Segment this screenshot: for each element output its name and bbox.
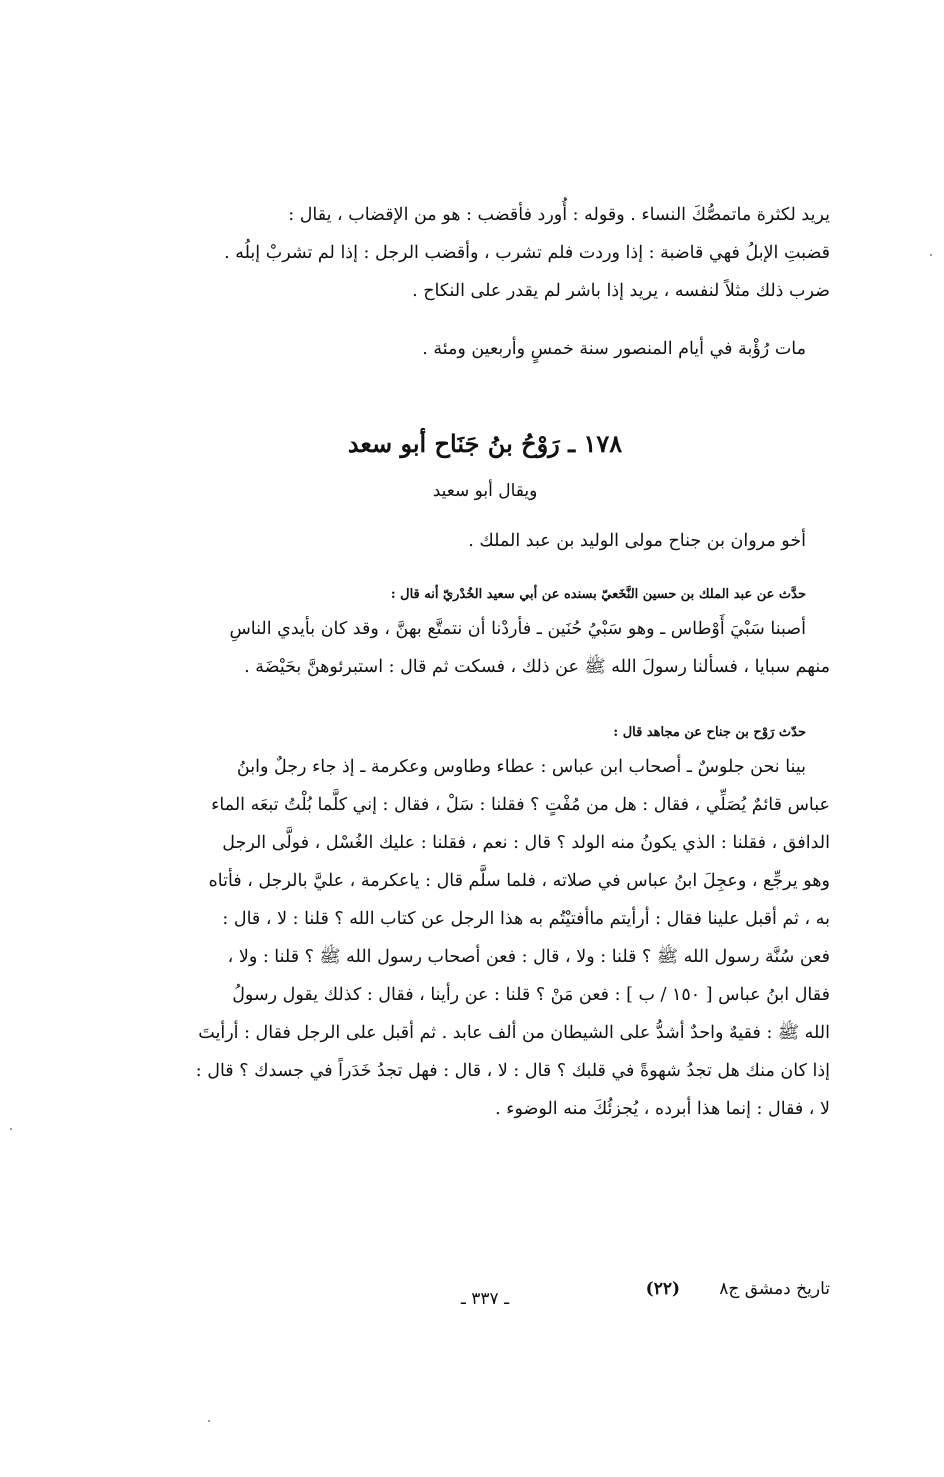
hadith-1-line-2: منهم سبايا ، فسألنا رسولَ الله ﷺ عن ذلك ، فسكت ثم قال : استبرئوهنَّ بحَيْضَة . — [244, 657, 830, 677]
death-line: مات رُؤْبة في أيام المنصور سنة خمسٍ وأربعين ومئة . — [422, 339, 806, 359]
footer-page-number: ـ ٣٣٧ ـ — [460, 1289, 510, 1309]
hadith-2-line-10: لا ، فقال : إنما هذا أبرده ، يُجزئُكَ منه الوضوء . — [495, 1099, 830, 1119]
hadith-1-block — [140, 580, 830, 686]
hadith-2-line-5: به ، ثم أقبل علينا فقال : أرأيتم ماأفتيْتُم به هذا الرجل عن كتاب الله ؟ قلنا : لا ، قال : — [222, 909, 830, 929]
intro-paragraph — [140, 196, 830, 310]
footer-book-title: تاريخ دمشق ج٨ — [719, 1279, 830, 1299]
hadith-2-line-7: فقال ابنُ عباس [ ١٥٠ / ب ] : فعن مَنْ ؟ قلنا : عن رأينا ، فقال : كذلك يقول رسولُ — [232, 985, 830, 1005]
isnad-2: حدّث رَوْح بن جناح عن مجاهد قال : — [613, 725, 806, 740]
hadith-2-line-8: الله ﷺ : فقيهٌ واحدٌ أشدُّ على الشيطان من ألف عابد . ثم أقبل على الرجل فقال : أرأيتَ — [198, 1023, 830, 1043]
entry-subheading: ويقال أبو سعيد — [432, 481, 538, 501]
hadith-2-line-6: فعن سُنَّة رسول الله ﷺ ؟ قلنا : ولا ، قال : فعن أصحاب رسول الله ﷺ ؟ قلنا : ولا ، — [227, 947, 830, 967]
scan-speck — [10, 1128, 12, 1130]
footer-volume-number: (٢٢) — [645, 1279, 680, 1299]
isnad-1: حدَّث عن عبد الملك بن حسين النَّخَعيّ بسنده عن أبي سعيد الخُدْريّ أنه قال : — [390, 587, 806, 602]
hadith-2-line-3: الدافق ، فقلنا : الذي يكونُ منه الولد ؟ قال : نعم ، فقلنا : عليك الغُسْل ، فولَّى الرجل — [222, 833, 830, 853]
page-footer — [140, 1272, 830, 1312]
scan-speck — [930, 254, 932, 256]
scan-speck — [208, 1420, 210, 1422]
hadith-2-line-4: وهو يرجِّع ، وعجِلَ ابنُ عباس في صلاته ، فلما سلَّم قال : ياعكرمة ، عليَّ بالرجل ، فأتاه — [208, 871, 830, 891]
hadith-2-line-2: عباس قائمٌ يُصَلِّي ، فقال : هل من مُفْتٍ ؟ فقلنا : سَلْ ، فقال : إني كلَّما بُلْتُ تبعَه الماء — [211, 795, 830, 815]
intro-line-3: ضرب ذلك مثلاً لنفسه ، يريد إذا باشر لم يقدر على النكاح . — [412, 281, 830, 301]
hadith-2-line-1: بينا نحن جلوسٌ ـ أصحاب ابن عباس : عطاء وطاوس وعكرمة ـ إذ جاء رجلٌ وابنُ — [236, 757, 806, 777]
intro-line-2: قضبتِ الإبلُ فهي قاضبة : إذا وردت فلم تشرب ، وأقضب الرجل : إذا لم تشربْ إبلُه . — [224, 243, 830, 263]
entry-intro-line: أخو مروان بن جناح مولى الوليد بن عبد الملك . — [468, 531, 806, 551]
hadith-2-block — [140, 718, 830, 1128]
entry-intro-paragraph — [140, 522, 830, 560]
hadith-2-line-9: إذا كان منك هل تجدُ شهوةً في قلبك ؟ قال : لا ، قال : فهل تجدُ خَدَراً في جسدك ؟ قال : — [195, 1061, 830, 1081]
death-paragraph — [140, 330, 830, 368]
intro-line-1: يريد لكثرة ماتمصُّكَ النساء . وقوله : أُورد فأقضب : هو من الإقضاب ، يقال : — [288, 205, 830, 225]
hadith-1-line-1: أصبنا سَبْيَ أَوْطاس ـ وهو سَبْيُ حُنَين ـ فأردْنا أن نتمتَّع بهنَّ ، وقد كان بأيدي الناسِ — [229, 619, 806, 639]
entry-heading: ١٧٨ ـ رَوْحُ بنُ جَنَاح أبو سعد — [347, 429, 623, 458]
